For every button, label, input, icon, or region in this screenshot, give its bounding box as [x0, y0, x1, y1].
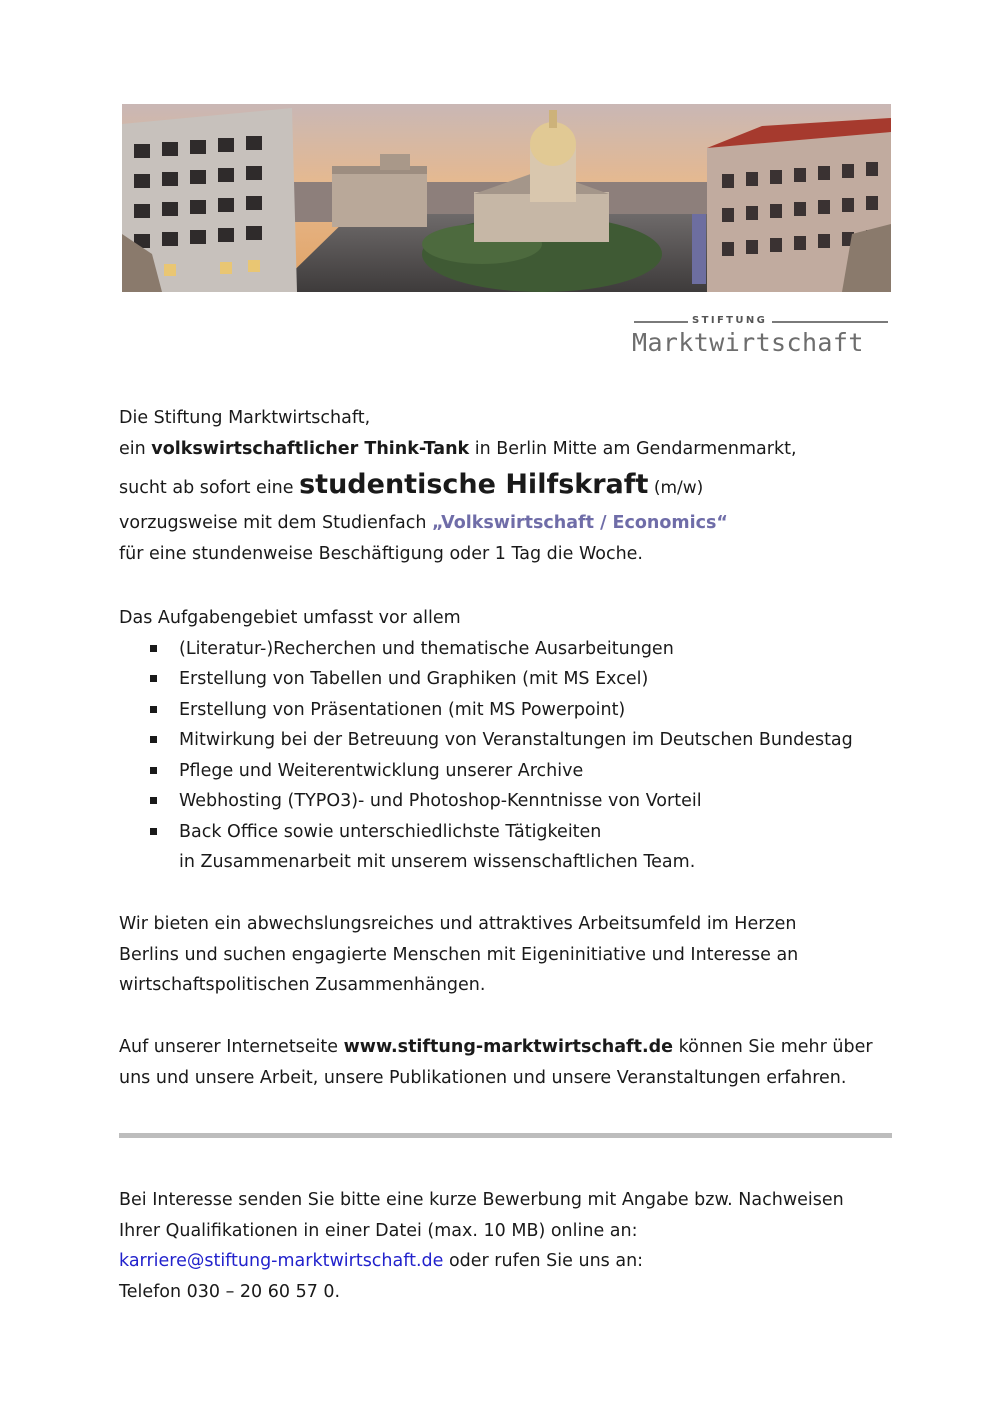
intro-line-3-pre: sucht ab sofort eine	[119, 478, 300, 498]
phone-number: Telefon 030 – 20 60 57 0.	[119, 1281, 341, 1302]
list-item-continuation-text: in Zusammenarbeit mit unserem wissenschaftlichen Team.	[179, 852, 696, 872]
contact-line-2: Ihrer Qualifikationen in einer Datei (max. 10 MB) online an:	[119, 1220, 638, 1241]
contact-paragraph	[119, 1185, 899, 1307]
bullet-icon	[150, 736, 157, 743]
intro-line-2-pre: ein	[119, 438, 152, 459]
tasks-heading: Das Aufgabengebiet umfasst vor allem	[119, 608, 461, 628]
intro-line-3	[119, 465, 899, 508]
bullet-icon	[150, 767, 157, 774]
bullet-icon	[150, 706, 157, 713]
list-item-continuation	[119, 847, 899, 878]
list-item-text: Erstellung von Präsentationen (mit MS Powerpoint)	[179, 699, 626, 720]
bullet-icon	[150, 675, 157, 682]
offer-paragraph	[119, 909, 899, 1001]
tasks-section	[119, 603, 899, 878]
website-paragraph	[119, 1032, 899, 1093]
list-item-text: Back Office sowie unterschiedlichste Tätigkeiten	[179, 821, 602, 842]
intro-line-4-pre: vorzugsweise mit dem Studienfach	[119, 513, 433, 533]
list-item-text: Webhosting (TYPO3)- und Photoshop-Kenntnisse von Vorteil	[179, 791, 702, 811]
website-link[interactable]: www.stiftung-marktwirtschaft.de	[343, 1037, 674, 1057]
contact-line-1: Bei Interesse senden Sie bitte eine kurze Bewerbung mit Angabe bzw. Nachweisen	[119, 1190, 844, 1210]
offer-line-3: wirtschaftspolitischen Zusammenhängen.	[119, 975, 486, 995]
contact-line-3	[119, 1246, 899, 1277]
list-item-text: Mitwirkung bei der Betreuung von Veranstaltungen im Deutschen Bundestag	[179, 730, 853, 750]
website-line-1	[119, 1032, 899, 1063]
logo-header	[630, 314, 892, 328]
logo-rule-left	[634, 321, 688, 323]
intro-line-5: für eine stundenweise Beschäftigung oder 1 Tag die Woche.	[119, 543, 643, 564]
website-line-2: uns und unsere Arbeit, unsere Publikationen und unsere Veranstaltungen erfahren.	[119, 1067, 847, 1088]
offer-line-2: Berlins und suchen engagierte Menschen mit Eigeninitiative und Interesse an	[119, 944, 799, 965]
offer-line-1: Wir bieten ein abwechslungsreiches und attraktives Arbeitsumfeld im Herzen	[119, 914, 797, 934]
website-line-1-post: können Sie mehr über	[673, 1037, 873, 1057]
logo-top-text: STIFTUNG	[692, 315, 768, 326]
tasks-list	[119, 634, 899, 878]
divider	[119, 1133, 892, 1138]
bullet-icon	[150, 645, 157, 652]
bullet-icon	[150, 828, 157, 835]
intro-line-4	[119, 508, 899, 539]
list-item	[119, 634, 899, 665]
list-item-text: (Literatur-)Recherchen und thematische Ausarbeitungen	[179, 638, 674, 659]
logo-wordmark: Marktwirtschaft	[632, 328, 864, 357]
list-item	[119, 664, 899, 695]
list-item	[119, 725, 899, 756]
list-item	[119, 695, 899, 726]
foundation-logo	[630, 314, 892, 358]
logo-rule-right	[772, 321, 888, 323]
list-item	[119, 817, 899, 848]
intro-line-2-post: in Berlin Mitte am Gendarmenmarkt,	[469, 438, 797, 459]
contact-line-3-post: oder rufen Sie uns an:	[443, 1251, 644, 1271]
job-title: studentische Hilfskraft	[299, 469, 649, 500]
header-photo	[122, 104, 891, 292]
intro-line-1: Die Stiftung Marktwirtschaft,	[119, 408, 371, 428]
website-line-1-pre: Auf unserer Internetseite	[119, 1037, 344, 1057]
think-tank-highlight: volkswirtschaftlicher Think-Tank	[151, 438, 470, 459]
field-of-study: „Volkswirtschaft / Economics“	[432, 513, 728, 533]
gender-note: (m/w)	[648, 478, 704, 498]
intro-line-2	[119, 434, 899, 465]
bullet-icon	[150, 797, 157, 804]
list-item	[119, 756, 899, 787]
email-link[interactable]: karriere@stiftung-marktwirtschaft.de	[119, 1251, 444, 1271]
list-item-text: Pflege und Weiterentwicklung unserer Archive	[179, 760, 584, 781]
list-item	[119, 786, 899, 817]
intro-paragraph	[119, 403, 899, 569]
list-item-text: Erstellung von Tabellen und Graphiken (mit MS Excel)	[179, 669, 649, 689]
